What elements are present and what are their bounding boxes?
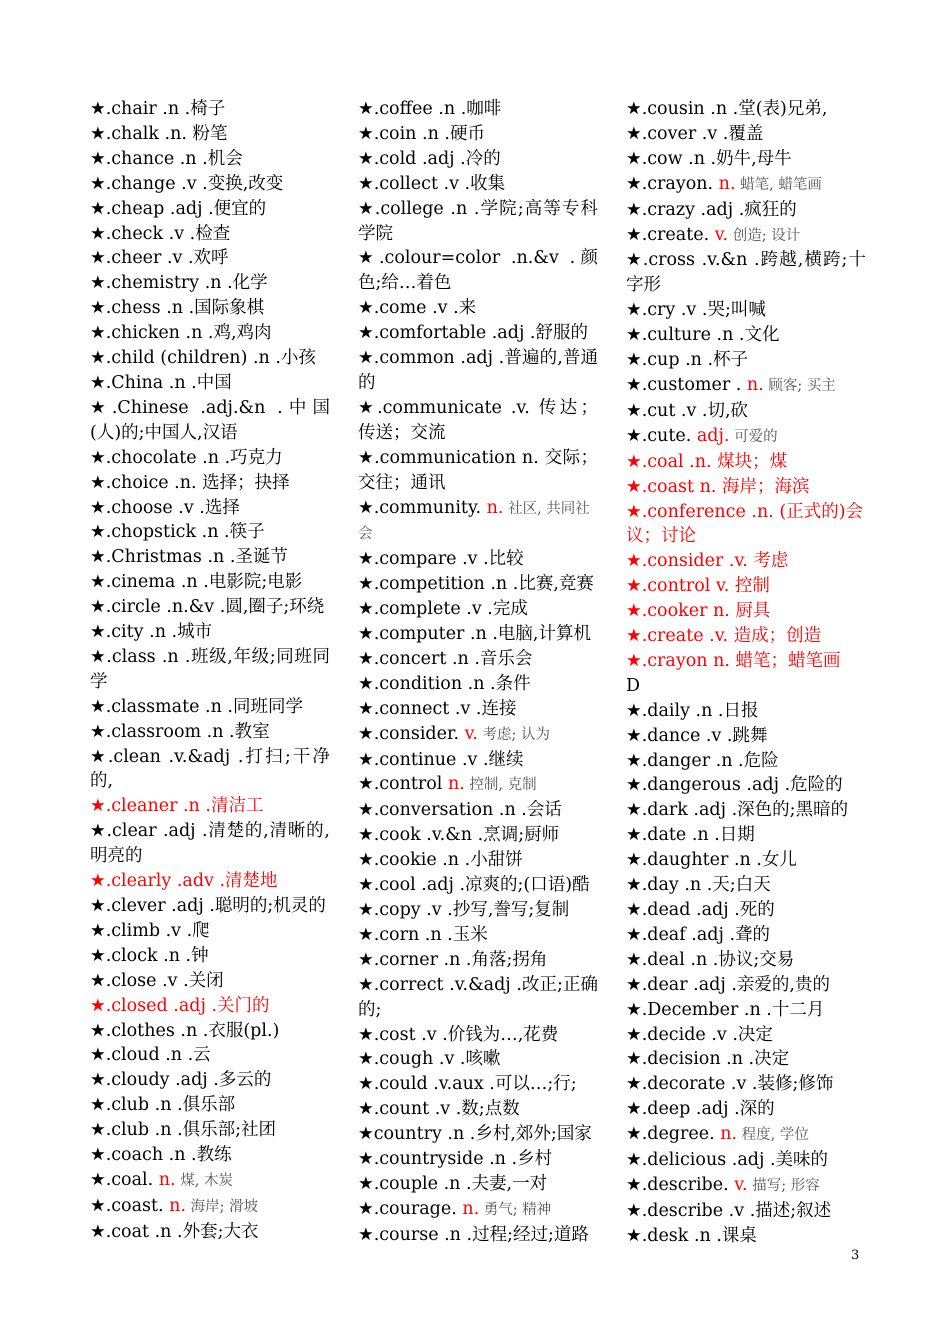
entry-text: ★country .n .乡村,郊外;国家 — [358, 1124, 592, 1145]
vocab-entry — [358, 172, 598, 197]
entry-text: ★.comfortable .adj .舒服的 — [358, 323, 588, 344]
entry-text: ★.clock .n .钟 — [90, 945, 209, 966]
vocab-entry — [358, 496, 598, 548]
vocab-entry — [358, 446, 598, 496]
entry-text: ★.cover .v .覆盖 — [626, 123, 764, 144]
vocab-entry — [90, 794, 330, 819]
part-of-speech: adj. — [696, 425, 730, 446]
entry-text: ★.deal .n .协议;交易 — [626, 949, 795, 970]
vocab-entry — [90, 894, 330, 919]
entry-text: ★.compare .v .比较 — [358, 549, 524, 570]
definition: 描写; 形容 — [747, 1177, 820, 1194]
entry-text: ★.decide .v .决定 — [626, 1024, 773, 1045]
vocab-entry — [90, 1118, 330, 1143]
vocab-entry — [358, 122, 598, 147]
vocab-entry — [358, 798, 598, 823]
definition: 煤, 木炭 — [175, 1172, 233, 1189]
vocab-entry — [90, 271, 330, 296]
entry-text: ★.courage. — [358, 1198, 463, 1219]
entry-text: ★.deep .adj .深的 — [626, 1099, 775, 1120]
vocab-entry — [626, 373, 866, 399]
entry-text: ★.cheap .adj .便宜的 — [90, 198, 267, 219]
vocab-entry — [90, 869, 330, 894]
entry-text: ★.collect .v .收集 — [358, 173, 506, 194]
vocab-entry — [358, 772, 598, 798]
entry-text: ★.class .n .班级,年级;同班同学 — [90, 646, 330, 692]
vocab-entry — [358, 973, 598, 1023]
vocab-entry — [626, 1148, 866, 1173]
entry-text: ★.circle .n.&v .圆,圈子;环绕 — [90, 597, 325, 618]
vocab-entry — [90, 222, 330, 247]
vocab-entry — [358, 147, 598, 172]
entry-text: ★.chess .n .国际象棋 — [90, 298, 265, 319]
entry-text: ★.dangerous .adj .危险的 — [626, 775, 843, 796]
vocab-entry — [626, 773, 866, 798]
vocab-entry — [90, 346, 330, 371]
entry-text: ★.choose .v .选择 — [90, 497, 240, 518]
vocab-entry — [626, 500, 866, 550]
entry-text: ★.coat .n .外套;大衣 — [90, 1221, 259, 1242]
entry-text: ★.cloudy .adj .多云的 — [90, 1070, 272, 1091]
vocab-entry — [90, 645, 330, 695]
entry-text: ★.classroom .n .教室 — [90, 721, 270, 742]
vocab-entry — [626, 424, 866, 450]
entry-text: ★.degree. — [626, 1124, 721, 1145]
vocab-entry — [626, 699, 866, 724]
definition: 勇气; 精神 — [479, 1201, 552, 1218]
vocab-entry — [90, 1220, 330, 1245]
entry-text: ★.condition .n .条件 — [358, 673, 531, 694]
vocab-entry — [358, 1172, 598, 1197]
definition: 创造; 设计 — [728, 227, 801, 244]
vocab-entry — [90, 1093, 330, 1118]
vocab-entry — [626, 574, 866, 599]
vocab-entry — [90, 1019, 330, 1044]
vocab-entry — [90, 695, 330, 720]
vocab-entry — [626, 172, 866, 198]
entry-text: ★.chair .n .椅子 — [90, 99, 226, 119]
vocab-entry — [358, 622, 598, 647]
entry-text: ★.deaf .adj .聋的 — [626, 924, 771, 945]
entry-text: ★.club .n .俱乐部 — [90, 1095, 236, 1116]
vocab-entry — [626, 1023, 866, 1048]
entry-text: ★.decision .n .决定 — [626, 1049, 790, 1070]
entry-text: ★.connect .v .连接 — [358, 698, 517, 719]
entry-text: ★.cool .adj .凉爽的;(口语)酷 — [358, 875, 590, 896]
entry-text: ★.club .n .俱乐部;社团 — [90, 1120, 277, 1141]
vocab-entry — [358, 1047, 598, 1072]
entry-text: ★.cough .v .咳嗽 — [358, 1049, 501, 1070]
entry-text: ★.describe. — [626, 1174, 735, 1195]
vocab-entry — [90, 172, 330, 197]
entry-text: D — [626, 675, 641, 696]
vocab-entry — [90, 620, 330, 645]
entry-text: ★.dear .adj .亲爱的,贵的 — [626, 974, 830, 995]
entry-text: ★.cup .n .杯子 — [626, 350, 749, 371]
entry-text: ★.college .n .学院;高等专科学院 — [358, 198, 598, 244]
vocab-entry — [626, 1047, 866, 1072]
entry-text: ★.cow .n .奶牛,母牛 — [626, 148, 792, 169]
vocab-entry — [358, 898, 598, 923]
vocab-column-3 — [626, 97, 866, 1249]
vocab-entry — [90, 371, 330, 396]
part-of-speech: n. — [746, 374, 764, 395]
vocab-entry — [90, 969, 330, 994]
vocab-entry — [358, 346, 598, 396]
entry-text: ★.day .n .天;白天 — [626, 875, 771, 896]
entry-text: ★.coach .n .教练 — [90, 1145, 232, 1166]
vocab-entry — [90, 296, 330, 321]
entry-text: ★.cleaner .n .清洁工 — [90, 796, 264, 817]
entry-text: ★.course .n .过程;经过;道路 — [358, 1224, 589, 1245]
part-of-speech: n. — [720, 1124, 738, 1145]
vocab-entry — [626, 1224, 866, 1249]
entry-text: ★.cooker n. 厨具 — [626, 601, 771, 622]
vocab-entry — [358, 672, 598, 697]
entry-text: ★.competition .n .比赛,竞赛 — [358, 574, 594, 595]
entry-text: ★.Chinese .adj.&n .中国(人)的;中国人,汉语 — [90, 397, 330, 443]
vocab-entry — [626, 348, 866, 373]
entry-text: ★.cinema .n .电影院;电影 — [90, 572, 303, 593]
vocab-entry — [626, 923, 866, 948]
vocab-entry — [626, 1122, 866, 1148]
entry-text: ★.dance .v .跳舞 — [626, 725, 768, 746]
vocab-entry — [90, 197, 330, 222]
vocab-entry — [90, 1194, 330, 1220]
part-of-speech: n. — [486, 497, 504, 518]
entry-text: ★.community. — [358, 497, 487, 518]
vocab-entry — [626, 1199, 866, 1224]
entry-text: ★.complete .v .完成 — [358, 599, 528, 620]
entry-text: ★.change .v .变换,改变 — [90, 173, 284, 194]
entry-text: ★.clever .adj .聪明的;机灵的 — [90, 896, 326, 916]
entry-text: ★.customer . — [626, 374, 747, 395]
entry-text: ★.daily .n .日报 — [626, 700, 759, 721]
entry-text: ★.countryside .n .乡村 — [358, 1149, 553, 1170]
entry-text: ★.date .n .日期 — [626, 825, 755, 846]
entry-text: ★.computer .n .电脑,计算机 — [358, 624, 591, 645]
vocab-entry — [626, 948, 866, 973]
entry-text: ★.cry .v .哭;叫喊 — [626, 300, 766, 321]
vocab-entry — [358, 873, 598, 898]
vocab-entry — [90, 1043, 330, 1068]
entry-text: ★.chocolate .n .巧克力 — [90, 447, 283, 468]
part-of-speech: v. — [714, 224, 729, 245]
entry-text: ★.city .n .城市 — [90, 622, 213, 643]
vocab-entry — [626, 475, 866, 500]
vocab-entry — [626, 323, 866, 348]
entry-text: ★.closed .adj .关门的 — [90, 995, 270, 1016]
vocab-entry — [358, 246, 598, 296]
vocab-entry — [358, 923, 598, 948]
entry-text: ★.count .v .数;点数 — [358, 1099, 520, 1120]
vocab-entry — [358, 321, 598, 346]
vocab-entry — [626, 549, 866, 574]
entry-text: ★.create. — [626, 224, 715, 245]
vocab-entry — [90, 321, 330, 346]
entry-text: ★.cute. — [626, 425, 697, 446]
entry-text: ★.could .v.aux .可以…;行; — [358, 1074, 577, 1095]
entry-text: ★.check .v .检查 — [90, 223, 231, 244]
entry-text: ★.decorate .v .装修;修饰 — [626, 1074, 834, 1095]
vocab-entry — [358, 1223, 598, 1248]
page-number: 3 — [851, 1248, 860, 1263]
entry-text: ★.December .n .十二月 — [626, 999, 825, 1020]
vocab-entry — [626, 399, 866, 424]
vocab-entry — [90, 246, 330, 271]
vocab-entry — [626, 1173, 866, 1199]
vocab-entry — [358, 948, 598, 973]
entry-text: ★.cross .v.&n .跨越,横跨;十字形 — [626, 250, 866, 296]
vocab-entry — [358, 197, 598, 247]
entry-text: ★.communication n. 交际；交往；通讯 — [358, 447, 598, 493]
entry-text: ★.corner .n .角落;拐角 — [358, 949, 548, 970]
vocab-entry — [626, 298, 866, 323]
entry-text: ★.clear .adj .清楚的,清晰的,明亮的 — [90, 821, 330, 867]
definition: 蜡笔, 蜡笔画 — [735, 176, 822, 193]
vocab-entry — [358, 697, 598, 722]
entry-text: ★.coast. — [90, 1195, 170, 1216]
vocab-column-1 — [90, 97, 330, 1245]
vocab-entry — [626, 147, 866, 172]
entry-text: ★.Christmas .n .圣诞节 — [90, 547, 288, 568]
entry-text: ★.delicious .adj .美味的 — [626, 1150, 829, 1171]
entry-text: ★.chicken .n .鸡,鸡肉 — [90, 323, 272, 344]
vocab-entry — [358, 396, 598, 446]
entry-text: ★.chance .n .机会 — [90, 148, 243, 169]
entry-text: ★.desk .n .课桌 — [626, 1225, 757, 1246]
definition: 顾客; 买主 — [763, 377, 836, 394]
vocab-entry — [90, 819, 330, 869]
entry-text: ★.control v. 控制 — [626, 576, 770, 597]
entry-text: ★.cost .v .价钱为…,花费 — [358, 1024, 559, 1045]
vocab-entry — [90, 994, 330, 1019]
vocab-entry — [90, 1143, 330, 1168]
definition: 考虑; 认为 — [477, 726, 551, 743]
entry-text: ★.coast n. 海岸；海滨 — [626, 476, 810, 497]
entry-text: ★.cloud .n .云 — [90, 1045, 211, 1066]
vocab-entry — [358, 748, 598, 773]
vocab-entry — [626, 873, 866, 898]
vocab-entry — [358, 296, 598, 321]
entry-text: ★.concert .n .音乐会 — [358, 648, 533, 669]
entry-text: ★.crazy .adj .疯狂的 — [626, 199, 797, 220]
vocab-entry — [626, 998, 866, 1023]
entry-text: ★.couple .n .夫妻,一对 — [358, 1173, 548, 1194]
entry-text: ★.common .adj .普遍的,普通的 — [358, 348, 598, 393]
entry-text: ★.cook .v.&n .烹调;厨师 — [358, 825, 560, 846]
entry-text: ★.coal .n. 煤块；煤 — [626, 451, 788, 472]
vocab-entry — [90, 720, 330, 745]
vocab-entry — [626, 798, 866, 823]
part-of-speech: n. — [718, 173, 736, 194]
entry-text: ★.China .n .中国 — [90, 372, 232, 393]
vocab-entry — [90, 595, 330, 620]
entry-text: ★.control — [358, 774, 448, 795]
vocab-entry — [626, 599, 866, 624]
entry-text: ★.consider .v. 考虑 — [626, 551, 789, 572]
vocab-entry — [358, 572, 598, 597]
vocab-entry — [358, 1097, 598, 1122]
entry-text: ★.cheer .v .欢呼 — [90, 248, 229, 269]
entry-text: ★.correct .v.&adj .改正;正确的; — [358, 974, 598, 1020]
entry-text: ★.chemistry .n .化学 — [90, 273, 268, 294]
vocab-entry — [626, 898, 866, 923]
entry-text: ★.create .v. 造成；创造 — [626, 626, 822, 647]
part-of-speech: v. — [734, 1174, 748, 1195]
vocab-entry — [358, 722, 598, 748]
vocab-entry — [358, 97, 598, 122]
entry-text: ★.dead .adj .死的 — [626, 900, 775, 920]
vocab-entry — [90, 396, 330, 446]
entry-text: ★.crayon. — [626, 173, 719, 194]
vocab-entry — [90, 496, 330, 521]
part-of-speech: v. — [464, 723, 478, 744]
entry-text: ★.colour=color .n.&v .颜色;给…着色 — [358, 248, 598, 294]
vocab-column-2 — [358, 97, 598, 1248]
entry-text: ★.climb .v .爬 — [90, 920, 210, 941]
part-of-speech: n. — [462, 1198, 480, 1219]
entry-text: ★.cold .adj .冷的 — [358, 148, 501, 169]
vocab-entry — [626, 624, 866, 649]
entry-text: ★.cookie .n .小甜饼 — [358, 850, 523, 871]
vocab-entry — [358, 1023, 598, 1048]
vocab-entry — [90, 944, 330, 969]
definition: 控制, 克制 — [464, 777, 537, 794]
vocab-entry — [90, 1068, 330, 1093]
entry-text: ★.chalk .n. 粉笔 — [90, 123, 228, 144]
vocab-entry — [358, 1147, 598, 1172]
entry-text: ★.coffee .n .咖啡 — [358, 99, 502, 119]
vocab-entry — [626, 97, 866, 122]
vocab-entry — [90, 520, 330, 545]
vocab-entry — [626, 248, 866, 298]
vocab-entry — [90, 97, 330, 122]
entry-text: ★.coin .n .硬币 — [358, 123, 485, 144]
vocab-entry — [626, 649, 866, 674]
vocab-entry — [358, 823, 598, 848]
entry-text: ★.dark .adj .深色的;黑暗的 — [626, 800, 849, 821]
part-of-speech: n. — [169, 1195, 187, 1216]
entry-text: ★.describe .v .描述;叙述 — [626, 1200, 832, 1221]
vocab-entry — [358, 1072, 598, 1097]
entry-text: ★.child (children) .n .小孩 — [90, 348, 316, 369]
vocab-entry — [626, 223, 866, 249]
entry-text: ★.cut .v .切,砍 — [626, 400, 749, 421]
entry-text: ★.conversation .n .会话 — [358, 800, 562, 821]
vocab-entry — [626, 848, 866, 873]
entry-text: ★.choice .n. 选择；抉择 — [90, 472, 290, 493]
vocab-entry — [626, 973, 866, 998]
vocab-entry — [358, 848, 598, 873]
entry-text: ★.crayon n. 蜡笔；蜡笔画 — [626, 650, 841, 671]
entry-text: ★.culture .n .文化 — [626, 325, 780, 346]
vocab-entry — [358, 1197, 598, 1223]
vocab-entry — [626, 749, 866, 774]
vocab-entry — [90, 446, 330, 471]
entry-text: ★.copy .v .抄写,誊写;复制 — [358, 900, 570, 920]
entry-text: ★.continue .v .继续 — [358, 749, 524, 770]
entry-text: ★.clothes .n .衣服(pl.) — [90, 1020, 280, 1041]
vocab-entry — [626, 198, 866, 223]
vocab-entry — [626, 1072, 866, 1097]
vocab-entry — [90, 1168, 330, 1194]
vocab-entry — [626, 1097, 866, 1122]
vocab-entry — [626, 823, 866, 848]
vocab-entry — [358, 597, 598, 622]
definition: 程度, 学位 — [737, 1127, 809, 1144]
vocab-entry — [90, 745, 330, 795]
entry-text: ★.danger .n .危险 — [626, 750, 779, 771]
entry-text: ★.classmate .n .同班同学 — [90, 696, 303, 717]
vocab-entry — [90, 147, 330, 172]
part-of-speech: n. — [158, 1169, 176, 1190]
vocab-entry — [358, 647, 598, 672]
definition: 社区, 共同社会 — [358, 500, 590, 543]
vocab-entry — [626, 450, 866, 475]
vocab-entry — [626, 122, 866, 147]
definition: 可爱的 — [729, 428, 778, 445]
vocab-entry — [358, 1122, 598, 1147]
entry-text: ★.daughter .n .女儿 — [626, 850, 797, 871]
vocab-entry — [90, 545, 330, 570]
entry-text: ★.coal. — [90, 1169, 159, 1190]
vocab-entry — [90, 570, 330, 595]
vocab-entry — [358, 547, 598, 572]
vocab-entry — [90, 122, 330, 147]
entry-text: ★.corn .n .玉米 — [358, 924, 488, 945]
entry-text: ★.communicate .v. 传达；传送；交流 — [358, 397, 598, 443]
entry-text: ★.consider. — [358, 723, 465, 744]
definition: 海岸; 滑坡 — [186, 1198, 259, 1215]
vocab-entry — [90, 471, 330, 496]
entry-text: ★.conference .n. (正式的)会议；讨论 — [626, 501, 864, 547]
vocab-entry — [626, 724, 866, 749]
entry-text: ★.come .v .来 — [358, 298, 477, 319]
entry-text: ★.close .v .关闭 — [90, 970, 224, 991]
entry-text: ★.chopstick .n .筷子 — [90, 522, 265, 543]
vocab-entry — [626, 674, 866, 699]
entry-text: ★.clean .v.&adj .打扫;干净的, — [90, 746, 330, 792]
entry-text: ★.cousin .n .堂(表)兄弟, — [626, 99, 828, 119]
vocab-entry — [90, 919, 330, 944]
entry-text: ★.clearly .adv .清楚地 — [90, 871, 278, 892]
part-of-speech: n. — [447, 774, 465, 795]
